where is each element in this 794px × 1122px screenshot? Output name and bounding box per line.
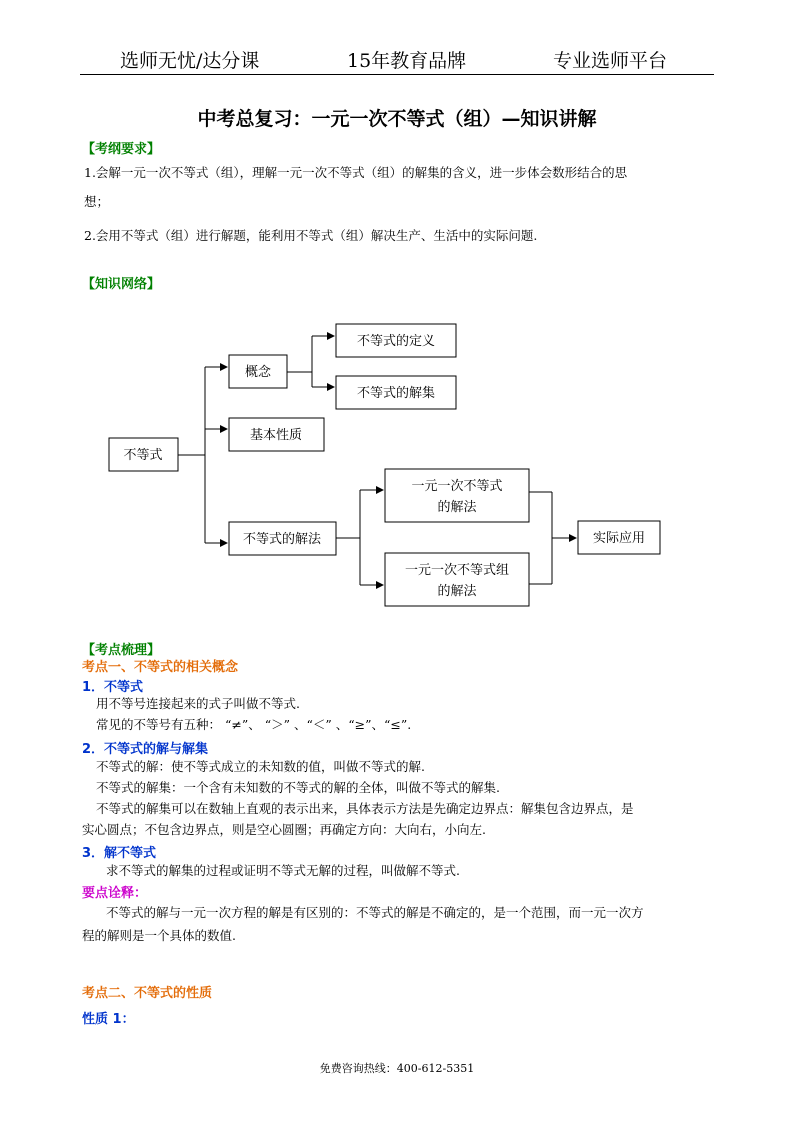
note-title: 要点诠释： <box>82 886 148 901</box>
point2-title: 考点二、不等式的性质 <box>82 986 213 1001</box>
note-p1: 不等式的解与一元一次方程的解是有区别的：不等式的解是不确定的，是一个范围，而一元一次方 <box>106 905 644 920</box>
node-definition: 不等式的定义 <box>356 334 436 349</box>
network-heading: 【知识网络】 <box>82 277 161 292</box>
s1-p1: 用不等号连接起来的式子叫做不等式. <box>96 696 300 711</box>
node-linear-solving-line2: 的解法 <box>437 500 477 515</box>
s3-p1: 求不等式的解集的过程或证明不等式无解的过程，叫做解不等式. <box>106 863 460 878</box>
node-root: 不等式 <box>123 448 163 463</box>
review-heading: 【考点梳理】 <box>82 643 161 658</box>
s2-title: 2．不等式的解与解集 <box>82 742 209 757</box>
node-concept: 概念 <box>244 365 272 380</box>
s3-title: 3．解不等式 <box>82 846 157 861</box>
s2-p2: 不等式的解集：一个含有未知数的不等式的解的全体，叫做不等式的解集. <box>96 780 500 795</box>
header-center: 15年教育品牌 <box>347 50 467 72</box>
outline-heading: 【考纲要求】 <box>82 142 161 157</box>
node-linear-solving-line1: 一元一次不等式 <box>411 479 503 494</box>
node-solution-set: 不等式的解集 <box>356 386 436 401</box>
node-basic-property: 基本性质 <box>249 428 303 443</box>
point1-title: 考点一、不等式的相关概念 <box>82 660 239 675</box>
outline-line-1: 1.会解一元一次不等式（组），理解一元一次不等式（组）的解集的含义，进一步体会数形结合的思 <box>84 165 628 180</box>
prop1-title: 性质 1： <box>82 1012 135 1027</box>
s2-p1: 不等式的解：使不等式成立的未知数的值，叫做不等式的解. <box>96 759 425 774</box>
s2-p3: 不等式的解集可以在数轴上直观的表示出来，具体表示方法是先确定边界点：解集包含边界点，是 <box>96 801 634 816</box>
outline-line-1b: 想； <box>84 194 110 209</box>
node-system-solving-line1: 一元一次不等式组 <box>404 563 510 578</box>
node-solving: 不等式的解法 <box>242 532 322 547</box>
s2-p4: 实心圆点；不包含边界点，则是空心圆圈；再确定方向：大向右，小向左. <box>82 822 486 837</box>
header-left: 选师无忧/达分课 <box>120 50 260 72</box>
outline-line-2: 2.会用不等式（组）进行解题，能利用不等式（组）解决生产、生活中的实际问题. <box>84 228 538 243</box>
s1-p2: 常见的不等号有五种： “≠”、 “＞” 、“＜” 、“≥”、“≤”. <box>96 717 412 732</box>
node-application: 实际应用 <box>592 531 646 546</box>
note-p2: 程的解则是一个具体的数值. <box>82 928 236 943</box>
s1-title: 1．不等式 <box>82 680 144 695</box>
header-right: 专业选师平台 <box>553 50 668 72</box>
node-system-solving-line2: 的解法 <box>437 584 477 599</box>
page-title: 中考总复习：一元一次不等式（组）—知识讲解 <box>197 108 597 130</box>
footer-hotline: 免费咨询热线：400-612-5351 <box>319 1062 475 1075</box>
